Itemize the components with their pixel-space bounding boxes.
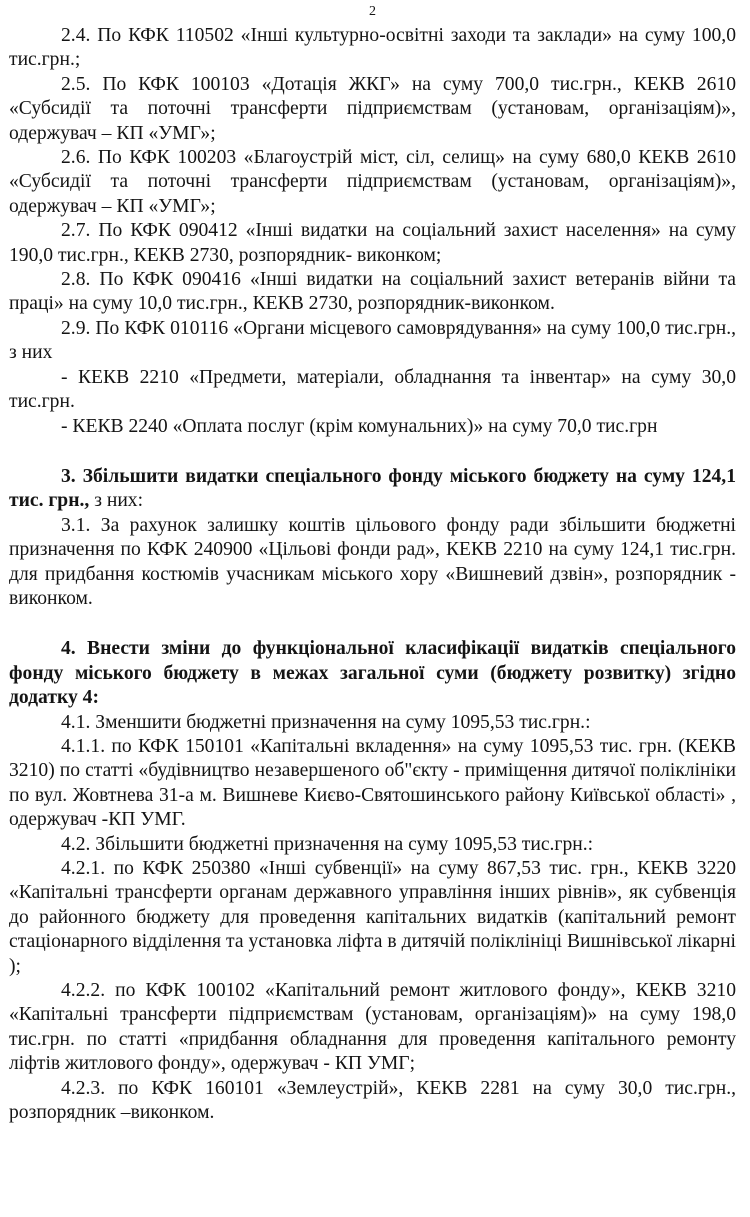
section-3-heading-bold: 3. Збільшити видатки спеціального фонду міського бюджету на суму 124,1 тис. грн., (9, 465, 736, 512)
paragraph-2-8: 2.8. По КФК 090416 «Інші видатки на соціальний захист ветеранів війни та праці» на суму 10,0 тис.грн., КЕКВ 2730, розпорядник-виконком. (9, 269, 736, 315)
paragraph-4-2-3: 4.2.3. по КФК 160101 «Землеустрій», КЕКВ 2281 на суму 30,0 тис.грн., розпорядник –виконком. (9, 1077, 736, 1124)
paragraph-4-2: 4.2. Збільшити бюджетні призначення на суму 1095,53 тис.грн.: (61, 833, 594, 855)
paragraph-4-2-2: 4.2.2. по КФК 100102 «Капітальний ремонт житлового фонду», КЕКВ 3210 «Капітальні трансферти підприємствам (установам, організаціям)» на суму 198,0 тис.грн. по статті «придбання обладнання для проведення капітального ремонту ліфтів житлового фонду», одержувач - КП УМГ; (9, 980, 736, 1075)
paragraph-4-1: 4.1. Зменшити бюджетні призначення на суму 1095,53 тис.грн.: (61, 711, 591, 733)
paragraph-2-9-kekv-2210: - КЕКВ 2210 «Предмети, матеріали, обладнання та інвентар» на суму 30,0 тис.грн. (9, 366, 736, 413)
paragraph-3-1: 3.1. За рахунок залишку коштів цільового фонду ради збільшити бюджетні призначення по КФК 240900 «Цільові фонди рад», КЕКВ 2210 на суму 124,1 тис.грн. для придбання костюмів учасникам міського хору «Вишневий дзвін», розпорядник - виконком. (9, 514, 736, 609)
section-3-heading (9, 465, 736, 514)
paragraph-2-9: 2.9. По КФК 010116 «Органи місцевого самоврядування» на суму 100,0 тис.грн., з них (9, 317, 736, 364)
paragraph-2-4: 2.4. По КФК 110502 «Інші культурно-освітні заходи та заклади» на суму 100,0 тис.грн.; (9, 25, 736, 71)
paragraph-2-6: 2.6. По КФК 100203 «Благоустрій міст, сіл, селищ» на суму 680,0 КЕКВ 2610 «Субсидії та поточні трансферти підприємствам (установам, організаціям)», одержувач – КП «УМГ»; (9, 147, 736, 217)
paragraph-2-5: 2.5. По КФК 100103 «Дотація ЖКГ» на суму 700,0 тис.грн., КЕКВ 2610 «Субсидії та поточні трансферти підприємствам (установам, організаціям)», одержувач – КП «УМГ»; (9, 73, 736, 144)
paragraph-4-2-1: 4.2.1. по КФК 250380 «Інші субвенції» на суму 867,53 тис. грн., КЕКВ 3220 «Капітальні трансферти органам державного управління інших рівнів», як субвенція до районного бюджету для проведення капітальних видатків (капітальний ремонт стаціонарного відділення та установка ліфта в дитячій поліклініці Вишнівської лікарні ); (9, 858, 736, 977)
section-3-heading-tail: з них: (89, 490, 144, 512)
paragraph-2-9-kekv-2240: - КЕКВ 2240 «Оплата послуг (крім комунальних)» на суму 70,0 тис.грн (61, 415, 658, 437)
section-4-heading: 4. Внести зміни до функціональної класифікації видатків спеціального фонду міського бюджету в межах загальної суми (бюджету розвитку) згідно додатку 4: (9, 638, 736, 709)
paragraph-4-1-1: 4.1.1. по КФК 150101 «Капітальні вкладення» на суму 1095,53 тис. грн. (КЕКВ 3210) по статті «будівництво незавершеного об"єкту - приміщення дитячої поліклініки по вул. Жовтнева 31-а м. Вишневе Києво-Святошинського району Київської області» , одержувач -КП УМГ. (9, 735, 736, 831)
page-number: 2 (369, 4, 376, 19)
spacer (9, 611, 736, 637)
spacer (9, 439, 736, 465)
paragraph-2-7: 2.7. По КФК 090412 «Інші видатки на соціальний захист населення» на суму 190,0 тис.грн., КЕКВ 2730, розпорядник- виконком; (9, 220, 736, 266)
